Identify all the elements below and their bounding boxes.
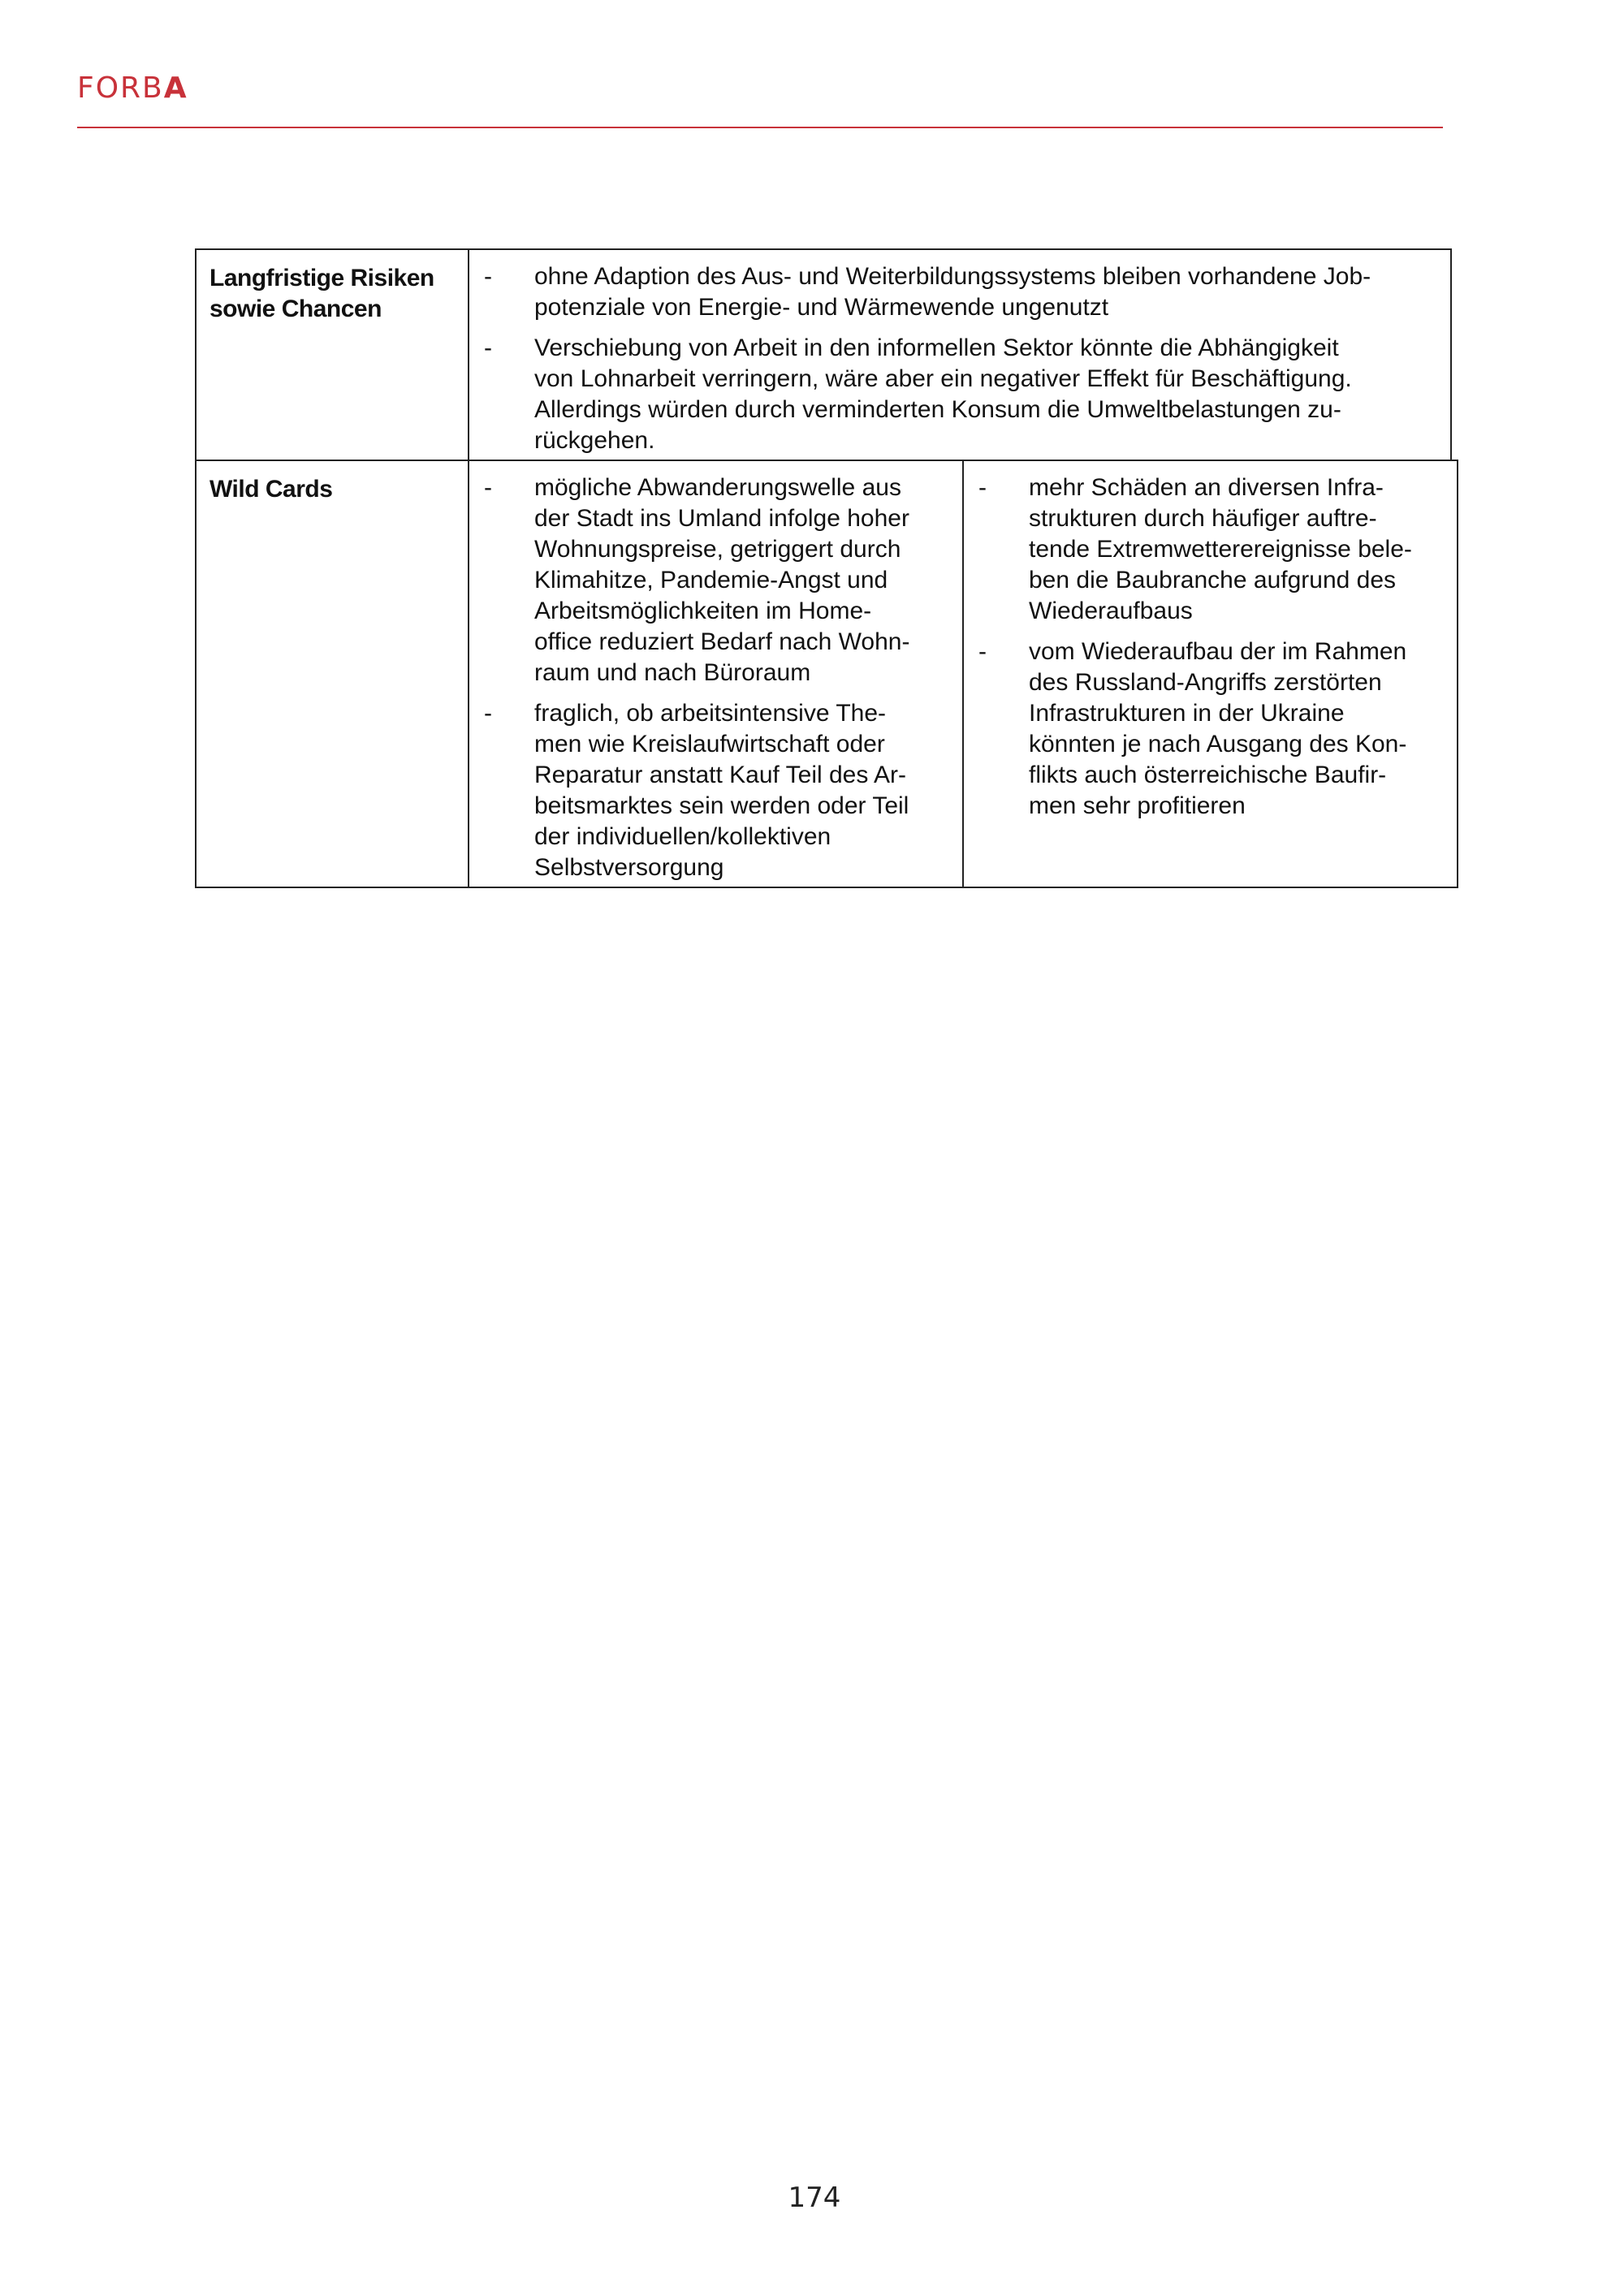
table-row-risks bbox=[195, 248, 1452, 461]
row-label-text: Wild Cards bbox=[209, 476, 333, 503]
list-item-text: mehr Schäden an diversen Infra- strukturen durch häufiger auftre- tende Extremwetterereignisse bele- ben die Baubranche aufgrund des Wiederaufbaus bbox=[1029, 474, 1412, 624]
list-item-text: fraglich, ob arbeitsintensive The- men wie Kreislaufwirtschaft oder Reparatur anstatt Kauf Teil des Ar- beitsmarktes sein werden oder Teil der individuellen/kollektiven Selbstversorgung bbox=[534, 700, 909, 881]
list-item bbox=[964, 473, 1457, 627]
bullet-dash: - bbox=[978, 474, 987, 501]
list-item bbox=[469, 473, 962, 688]
list-item-text: vom Wiederaufbau der im Rahmen des Russland-Angriffs zerstörten Infrastrukturen in der Ukraine könnten je nach Ausgang des Kon- flikts auch österreichische Baufir- men sehr profitieren bbox=[1029, 638, 1407, 819]
header-rule bbox=[77, 127, 1443, 128]
bullet-dash: - bbox=[484, 700, 492, 727]
logo-text-bold: A bbox=[163, 71, 188, 105]
list-item-text: mögliche Abwanderungswelle aus der Stadt ins Umland infolge hoher Wohnungspreise, getriggert durch Klimahitze, Pandemie-Angst und Arbeitsmöglichkeiten im Home- office reduziert Bedarf nach Wohn- raum und nach Büroraum bbox=[534, 474, 910, 686]
risks-cell bbox=[469, 250, 1450, 460]
bullet-dash: - bbox=[484, 263, 492, 290]
row-label-text: Langfristige Risiken sowie Chancen bbox=[209, 265, 434, 322]
wild-cards-right-cell bbox=[964, 461, 1457, 887]
row-label-wild-cards bbox=[197, 461, 469, 887]
logo-text-regular: FORB bbox=[77, 71, 164, 105]
list-item bbox=[469, 333, 1450, 456]
row-label-risks bbox=[197, 250, 469, 460]
table-row-wild-cards bbox=[195, 460, 1458, 888]
page-number: 174 bbox=[788, 2182, 841, 2214]
list-item-text: Verschiebung von Arbeit in den informellen Sektor könnte die Abhängigkeit von Lohnarbeit verringern, wäre aber ein negativer Effekt für Beschäftigung. Allerdings würden durch verminderten Konsum die Umweltbelastungen zu- rückgehen. bbox=[534, 334, 1352, 454]
list-item bbox=[469, 698, 962, 883]
forba-logo bbox=[77, 71, 188, 105]
list-item bbox=[964, 637, 1457, 822]
scenario-table bbox=[195, 248, 1458, 888]
list-item bbox=[469, 261, 1450, 323]
wild-cards-left-cell bbox=[469, 461, 964, 887]
list-item-text: ohne Adaption des Aus- und Weiterbildungssystems bleiben vorhandene Job- potenziale von Energie- und Wärmewende ungenutzt bbox=[534, 263, 1371, 321]
bullet-dash: - bbox=[978, 638, 987, 665]
bullet-dash: - bbox=[484, 334, 492, 361]
bullet-dash: - bbox=[484, 474, 492, 501]
